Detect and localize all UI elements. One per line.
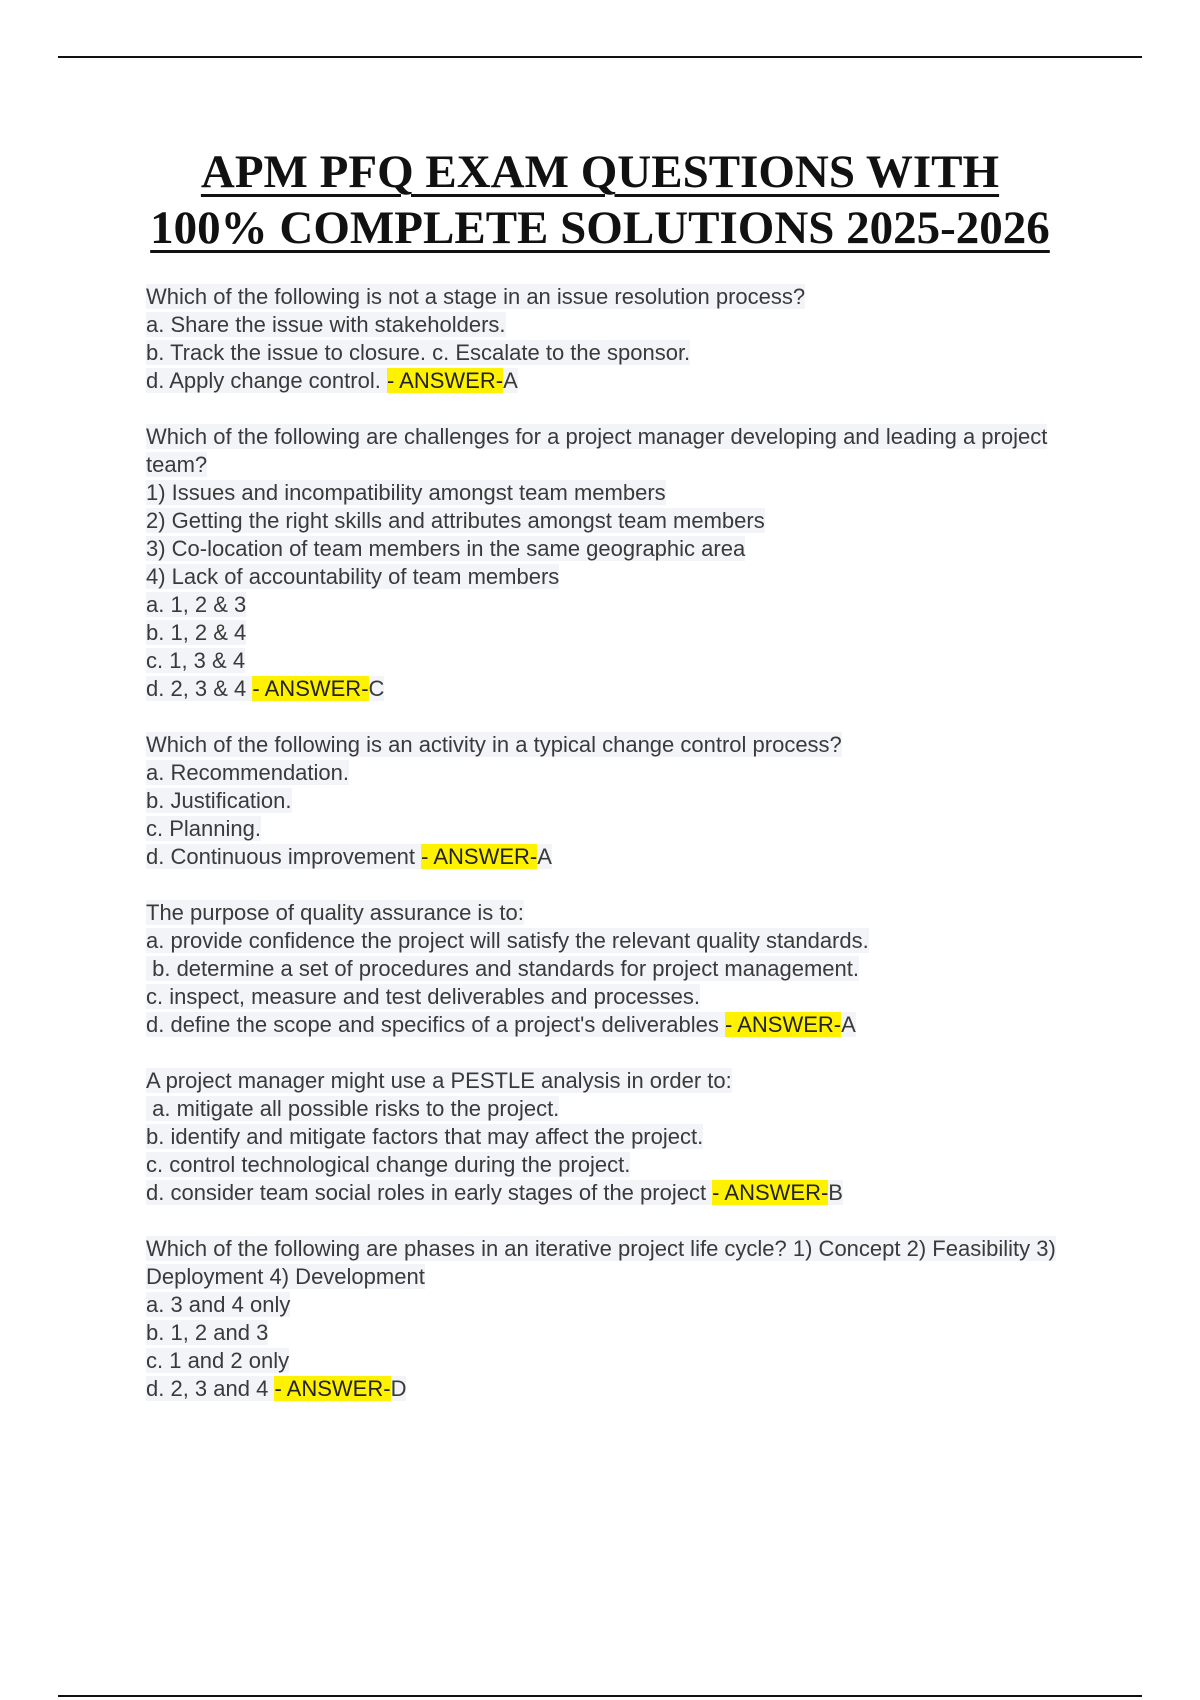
document-title [0,144,1200,256]
option-line: 3) Co-location of team members in the same geographic area [146,536,746,561]
answer-letter: A [841,1012,856,1037]
answer-letter: B [828,1180,843,1205]
bottom-rule [58,1695,1142,1697]
answer-highlight: - ANSWER- [421,844,538,869]
option-line: d. Apply change control. - ANSWER-A [146,368,518,393]
option-line: d. consider team social roles in early stages of the project - ANSWER-B [146,1180,843,1205]
question-block [146,1235,1086,1403]
option-line: d. define the scope and specifics of a project's deliverables - ANSWER-A [146,1012,856,1037]
option-line: c. control technological change during the project. [146,1152,631,1177]
question-block [146,1067,1086,1207]
option-line: c. 1 and 2 only [146,1348,290,1373]
top-rule [58,56,1142,58]
option-line: a. mitigate all possible risks to the project. [146,1096,560,1121]
option-line: a. 1, 2 & 3 [146,592,247,617]
title-line-1: APM PFQ EXAM QUESTIONS WITH [200,146,1000,198]
option-line: 1) Issues and incompatibility amongst team members [146,480,666,505]
option-line: a. provide confidence the project will satisfy the relevant quality standards. [146,928,869,953]
question-block [146,731,1086,871]
option-line: c. Planning. [146,816,261,841]
answer-letter: A [503,368,518,393]
question-text: A project manager might use a PESTLE analysis in order to: [146,1068,732,1093]
question-block [146,283,1086,395]
option-line: b. Track the issue to closure. c. Escalate to the sponsor. [146,340,691,365]
question-text: Which of the following are phases in an iterative project life cycle? 1) Concept 2) Feasibility 3) Deployment 4) Development [146,1236,1056,1289]
question-text: Which of the following is not a stage in an issue resolution process? [146,284,806,309]
question-list [146,283,1086,1431]
answer-letter: A [537,844,552,869]
title-line-2: 100% COMPLETE SOLUTIONS 2025-2026 [150,202,1050,254]
question-block [146,423,1086,703]
option-line: b. identify and mitigate factors that may affect the project. [146,1124,704,1149]
option-line: b. determine a set of procedures and standards for project management. [146,956,859,981]
answer-highlight: - ANSWER- [712,1180,829,1205]
option-line: b. Justification. [146,788,292,813]
question-text: Which of the following is an activity in a typical change control process? [146,732,842,757]
option-line: 2) Getting the right skills and attributes amongst team members [146,508,765,533]
answer-letter: D [390,1376,407,1401]
question-text: Which of the following are challenges for a project manager developing and leading a project team? [146,424,1048,477]
option-line: c. 1, 3 & 4 [146,648,246,673]
option-line: b. 1, 2 & 4 [146,620,247,645]
answer-letter: C [368,676,385,701]
option-line: b. 1, 2 and 3 [146,1320,269,1345]
option-line: a. Recommendation. [146,760,349,785]
option-line: a. Share the issue with stakeholders. [146,312,506,337]
option-line: a. 3 and 4 only [146,1292,291,1317]
option-line: d. 2, 3 & 4 - ANSWER-C [146,676,385,701]
answer-highlight: - ANSWER- [386,368,504,393]
option-line: c. inspect, measure and test deliverables and processes. [146,984,700,1009]
question-text: The purpose of quality assurance is to: [146,900,524,925]
answer-highlight: - ANSWER- [274,1376,391,1401]
option-line: d. 2, 3 and 4 - ANSWER-D [146,1376,407,1401]
answer-highlight: - ANSWER- [724,1012,842,1037]
option-line: d. Continuous improvement - ANSWER-A [146,844,552,869]
option-line: 4) Lack of accountability of team members [146,564,560,589]
answer-highlight: - ANSWER- [252,676,369,701]
question-block [146,899,1086,1039]
